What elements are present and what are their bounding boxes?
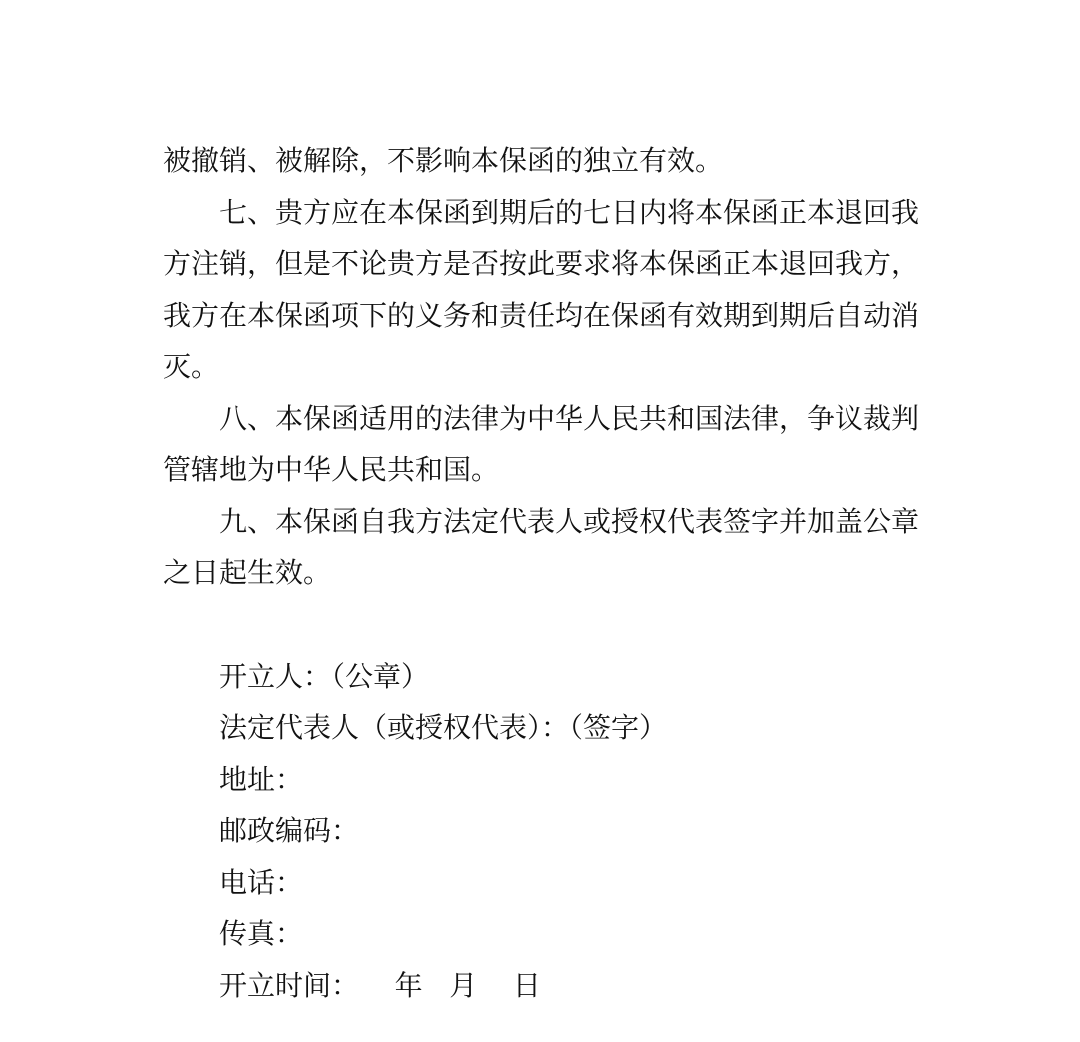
section-spacer — [163, 599, 919, 651]
signature-block — [163, 651, 919, 1012]
fax-line: 传真： — [219, 917, 304, 950]
issuer-seal-line: 开立人：（公章） — [219, 659, 430, 693]
postcode-line: 邮政编码： — [219, 814, 360, 847]
phone-line: 电话： — [219, 865, 304, 899]
address-line: 地址： — [219, 762, 304, 796]
paragraph-continuation: 被撤销、被解除，不影响本保函的独立有效。 — [163, 144, 724, 177]
issue-date-line: 开立时间： 年 月 日 — [219, 968, 541, 1002]
representative-signature-line: 法定代表人（或授权代表）：（签字） — [219, 711, 668, 744]
clause-seven: 七、贵方应在本保函到期后的七日内将本保函正本退回我方注销，但是不论贵方是否按此要求将本保函正本退回我方，我方在本保函项下的义务和责任均在保函有效期到期后自动消灭。 — [163, 195, 920, 383]
clause-nine: 九、本保函自我方法定代表人或授权代表签字并加盖公章之日起生效。 — [163, 504, 920, 589]
document-page — [163, 135, 919, 1011]
clause-eight: 八、本保函适用的法律为中华人民共和国法律，争议裁判管辖地为中华人民共和国。 — [163, 401, 920, 486]
